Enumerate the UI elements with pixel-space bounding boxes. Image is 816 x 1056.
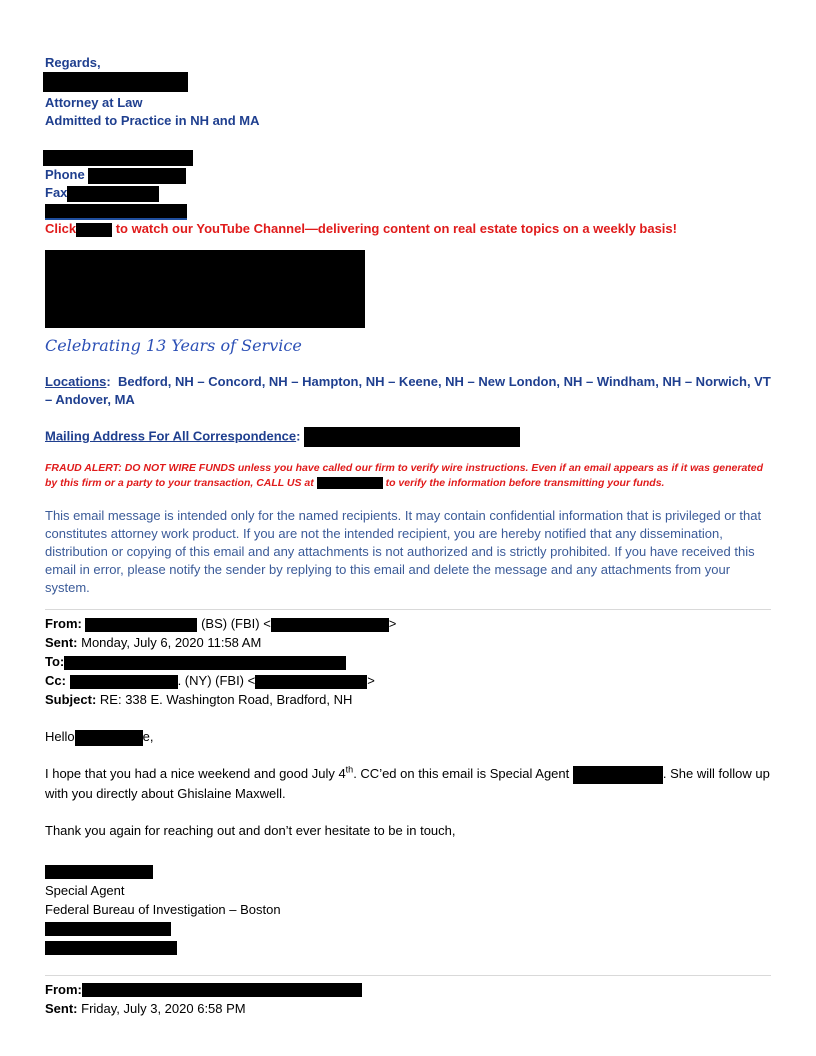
fraud-text-1: FRAUD ALERT: DO NOT WIRE FUNDS unless you have called our firm to verify wire instructions. Even if an email appears as if it was generated by this firm or a party to your transaction, CALL US at bbox=[45, 462, 764, 489]
sent-row bbox=[45, 633, 771, 652]
from-row bbox=[45, 980, 771, 999]
redaction-box bbox=[304, 427, 520, 447]
to-row bbox=[45, 652, 771, 671]
redaction-box bbox=[82, 983, 362, 997]
email-document bbox=[45, 54, 771, 1018]
sent-row bbox=[45, 999, 771, 1018]
separator bbox=[45, 609, 771, 610]
from-mid: (BS) (FBI) < bbox=[201, 616, 271, 631]
regards-text: Regards, bbox=[45, 55, 101, 70]
redaction-box bbox=[67, 186, 159, 202]
attorney-title: Attorney at Law bbox=[45, 95, 143, 110]
redaction-box bbox=[271, 618, 389, 632]
from-end: > bbox=[388, 616, 397, 631]
click-word: Click bbox=[45, 221, 77, 236]
redaction-box bbox=[255, 675, 367, 689]
redaction-box bbox=[75, 730, 143, 746]
locations-block: Locations: Bedford, NH – Concord, NH – Hampton, NH – Keene, NH – New London, NH – Windham, NH – Norwich, VT – Andover, MA bbox=[45, 374, 771, 407]
redaction-box bbox=[76, 223, 112, 237]
email-paragraph bbox=[45, 764, 771, 803]
subject-value: RE: 338 E. Washington Road, Bradford, NH bbox=[99, 692, 353, 707]
phone-label: Phone bbox=[45, 167, 85, 182]
youtube-text: to watch our YouTube Channel—delivering content on real estate topics on a weekly basis! bbox=[115, 221, 677, 236]
redaction-box bbox=[45, 922, 171, 936]
redaction-box bbox=[43, 72, 188, 92]
redaction-box bbox=[43, 150, 193, 166]
superscript: th bbox=[345, 764, 354, 775]
email-paragraph: Thank you again for reaching out and don’t ever hesitate to be in touch, bbox=[45, 822, 456, 838]
attorney-signature bbox=[45, 54, 771, 238]
fax-label: Fax bbox=[45, 185, 68, 200]
redaction-box bbox=[45, 941, 177, 955]
cc-end: > bbox=[367, 673, 375, 688]
greeting-text: Hello bbox=[45, 729, 75, 744]
from-row bbox=[45, 614, 771, 633]
celebrating-tagline: Celebrating 13 Years of Service bbox=[45, 336, 302, 355]
admitted-text: Admitted to Practice in NH and MA bbox=[45, 113, 260, 128]
agent-org: Federal Bureau of Investigation – Boston bbox=[45, 901, 281, 917]
fraud-alert bbox=[45, 461, 771, 491]
from-label: From: bbox=[45, 616, 82, 631]
redaction-box bbox=[64, 656, 346, 670]
redaction-box bbox=[573, 766, 663, 784]
separator bbox=[45, 975, 771, 976]
sent-value: Friday, July 3, 2020 6:58 PM bbox=[81, 1000, 246, 1016]
redaction-box bbox=[45, 204, 187, 220]
sent-label: Sent: bbox=[45, 1000, 78, 1016]
redaction-box bbox=[317, 477, 383, 489]
logo-redaction bbox=[45, 250, 365, 328]
mailing-label[interactable]: Mailing Address For All Correspondence bbox=[45, 428, 297, 444]
cc-row bbox=[45, 671, 771, 690]
sent-label: Sent: bbox=[45, 635, 78, 650]
locations-label[interactable]: Locations bbox=[45, 374, 107, 389]
paragraph-text: . She will follow up with you directly about Ghislaine Maxwell. bbox=[45, 766, 770, 801]
greeting-end: e, bbox=[142, 729, 154, 744]
to-label: To: bbox=[45, 654, 65, 669]
redaction-box bbox=[70, 675, 178, 689]
youtube-line[interactable] bbox=[45, 220, 771, 238]
agent-title: Special Agent bbox=[45, 882, 125, 898]
agent-signature bbox=[45, 862, 771, 957]
email-header-2 bbox=[45, 980, 771, 1018]
cc-label: Cc: bbox=[45, 673, 66, 688]
paragraph-text: . CC’ed on this email is Special Agent bbox=[353, 766, 570, 781]
redaction-box bbox=[85, 618, 197, 632]
email-header bbox=[45, 614, 771, 709]
fraud-text-2: to verify the information before transmitting your funds. bbox=[385, 477, 665, 489]
sent-value: Monday, July 6, 2020 11:58 AM bbox=[81, 635, 262, 650]
greeting bbox=[45, 727, 771, 746]
subject-row bbox=[45, 690, 771, 709]
redaction-box bbox=[88, 168, 186, 184]
locations-text: Bedford, NH – Concord, NH – Hampton, NH – Keene, NH – New London, NH – Windham, NH – Norwich, VT – Andover, MA bbox=[45, 374, 771, 407]
subject-label: Subject: bbox=[45, 692, 97, 707]
confidentiality-disclaimer: This email message is intended only for the named recipients. It may contain confidential information that is privileged or that constitutes attorney work product. If you are not the intended recipient, you are hereby notified that any dissemination, distribution or copying of this email and any attachments is not authorized and is strictly prohibited. If you have received this email in error, please notify the sender by replying to this email and delete the message and any attachments from your system. bbox=[45, 508, 762, 595]
redaction-box bbox=[45, 865, 153, 879]
from-label: From: bbox=[45, 981, 82, 997]
mailing-address-block: Mailing Address For All Correspondence: bbox=[45, 427, 771, 447]
cc-mid: . (NY) (FBI) < bbox=[177, 673, 256, 688]
paragraph-text: I hope that you had a nice weekend and good July 4 bbox=[45, 766, 346, 781]
